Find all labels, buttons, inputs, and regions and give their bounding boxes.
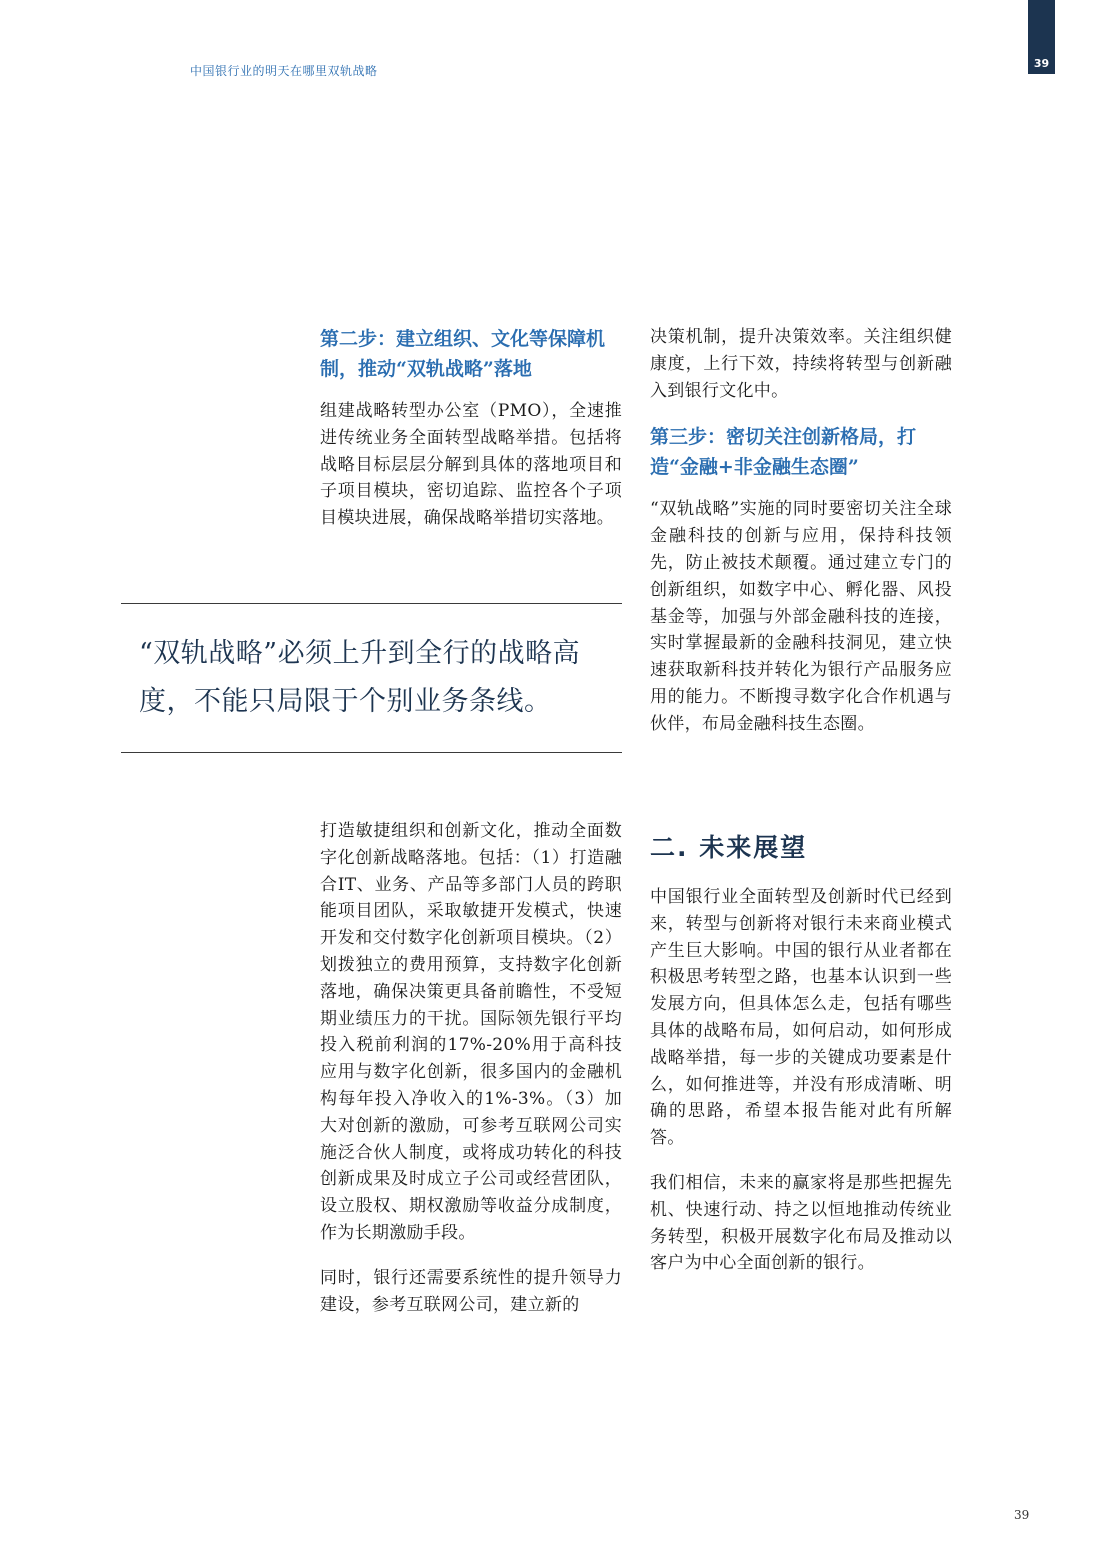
outlook-paragraph-2: 我们相信，未来的赢家将是那些把握先机、快速行动、持之以恒地推动传统业务转型，积极开展数字化布局及推动以客户为中心全面创新的银行。 <box>650 1172 952 1274</box>
leadership-paragraph-cont: 决策机制，提升决策效率。关注组织健康度，上行下效，持续将转型与创新融入到银行文化中。 <box>650 327 952 401</box>
right-bottom-column <box>650 818 952 1277</box>
pull-quote <box>121 603 622 753</box>
page-number: 39 <box>1014 1508 1030 1522</box>
pull-quote-text: “双轨战略”必须上升到全行的战略高度，不能只局限于个别业务条线。 <box>139 638 581 717</box>
step-two-paragraph: 组建战略转型办公室（PMO），全速推进传统业务全面转型战略举措。包括将战略目标层层分解到具体的落地项目和子项目模块，密切追踪、监控各个子项目模块进展，确保战略举措切实落地。 <box>320 401 622 529</box>
outlook-paragraph-1: 中国银行业全面转型及创新时代已经到来，转型与创新将对银行未来商业模式产生巨大影响。中国的银行从业者都在积极思考转型之路，也基本认识到一些发展方向，但具体怎么走，包括有哪些具体的战略布局，如何启动，如何形成战略举措，每一步的关键成功要素是什么，如何推进等，并没有形成清晰、明确的思路，希望本报告能对此有所解答。 <box>650 887 952 1149</box>
step-three-heading: 第三步：密切关注创新格局，打造“金融+非金融生态圈” <box>650 426 917 479</box>
agile-org-paragraph: 打造敏捷组织和创新文化，推动全面数字化创新战略落地。包括：（1）打造融合IT、业务、产品等多部门人员的跨职能项目团队，采取敏捷开发模式，快速开发和交付数字化创新项目模块。（2）划拨独立的费用预算，支持数字化创新落地，确保决策更具备前瞻性，不受短期业绩压力的干扰。国际领先银行平均投入税前利润的17%-20%用于高科技应用与数字化创新，很多国内的金融机构每年投入净收入的1%-3%。（3）加大对创新的激励，可参考互联网公司实施泛合伙人制度，或将成功转化的科技创新成果及时成立子公司或经营团队，设立股权、期权激励等收益分成制度，作为长期激励手段。 <box>320 821 622 1243</box>
left-top-column <box>320 324 622 532</box>
page-tab-number: 39 <box>1033 57 1050 70</box>
step-two-heading: 第二步：建立组织、文化等保障机制，推动“双轨战略”落地 <box>320 328 606 380</box>
right-top-column <box>650 324 952 738</box>
running-header: 中国银行业的明天在哪里双轨战略 <box>190 64 378 78</box>
section-title-outlook: 二. 未来展望 <box>650 833 808 862</box>
step-three-paragraph: “双轨战略”实施的同时要密切关注全球金融科技的创新与应用，保持科技领先，防止被技术颠覆。通过建立专门的创新组织，如数字中心、孵化器、风投基金等，加强与外部金融科技的连接，实时掌握最新的金融科技洞见，建立快速获取新科技并转化为银行产品服务应用的能力。不断搜寻数字化合作机遇与伙伴，布局金融科技生态圈。 <box>650 499 952 734</box>
page-tab <box>1028 0 1055 74</box>
left-bottom-column <box>320 818 622 1318</box>
leadership-paragraph: 同时，银行还需要系统性的提升领导力建设，参考互联网公司，建立新的 <box>320 1267 622 1315</box>
